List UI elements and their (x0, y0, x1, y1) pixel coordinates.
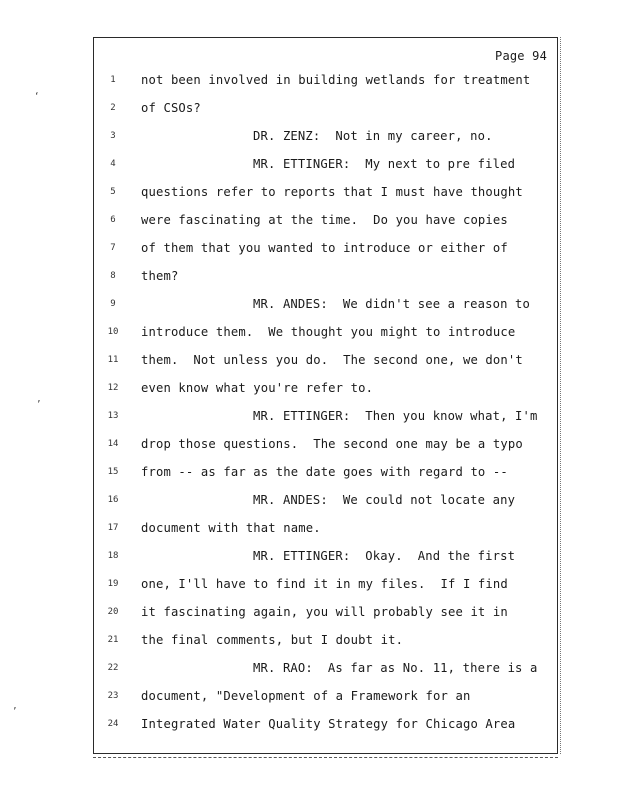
transcript-line (94, 126, 557, 146)
transcript-line (94, 406, 557, 426)
line-text: Integrated Water Quality Strategy for Chicago Area (141, 717, 516, 731)
line-number: 3 (110, 131, 116, 141)
transcript-line (94, 546, 557, 566)
line-number: 19 (107, 579, 119, 589)
line-number: 8 (110, 271, 116, 281)
transcript-line (94, 714, 557, 734)
line-number: 10 (107, 327, 119, 337)
transcript-line (94, 294, 557, 314)
transcript-line (94, 490, 557, 510)
line-text: document, "Development of a Framework for an (141, 689, 471, 703)
line-text: MR. RAO: As far as No. 11, there is a (253, 661, 538, 675)
line-text: it fascinating again, you will probably see it in (141, 605, 508, 619)
transcript-line (94, 238, 557, 258)
line-text: of them that you wanted to introduce or either of (141, 241, 508, 255)
line-text: from -- as far as the date goes with regard to -- (141, 465, 508, 479)
line-number: 7 (110, 243, 116, 253)
margin-mark: ‘ (34, 92, 40, 102)
transcript-line (94, 630, 557, 650)
line-text: one, I'll have to find it in my files. If I find (141, 577, 508, 591)
line-text: even know what you're refer to. (141, 381, 374, 395)
transcript-line (94, 658, 557, 678)
line-text: MR. ANDES: We could not locate any (253, 493, 516, 507)
line-text: the final comments, but I doubt it. (141, 633, 404, 647)
line-text: document with that name. (141, 521, 321, 535)
transcript-line (94, 322, 557, 342)
line-number: 6 (110, 215, 116, 225)
line-number: 9 (110, 299, 116, 309)
line-number: 14 (107, 439, 119, 449)
line-number: 21 (107, 635, 119, 645)
line-text: MR. ANDES: We didn't see a reason to (253, 297, 531, 311)
transcript-line (94, 518, 557, 538)
transcript-line (94, 154, 557, 174)
transcript-line (94, 434, 557, 454)
line-text: them? (141, 269, 179, 283)
line-number: 15 (107, 467, 119, 477)
margin-mark: ’ (12, 707, 18, 717)
line-number: 17 (107, 523, 119, 533)
line-text: MR. ETTINGER: Then you know what, I'm (253, 409, 538, 423)
line-number: 16 (107, 495, 119, 505)
transcript-line (94, 182, 557, 202)
line-text: drop those questions. The second one may be a typo (141, 437, 523, 451)
line-number: 11 (107, 355, 119, 365)
scan-edge (560, 37, 562, 754)
line-text: introduce them. We thought you might to introduce (141, 325, 516, 339)
margin-mark: ’ (36, 400, 42, 410)
line-text: not been involved in building wetlands for treatment (141, 73, 531, 87)
transcript-page (93, 37, 558, 754)
line-text: were fascinating at the time. Do you have copies (141, 213, 508, 227)
line-number: 22 (107, 663, 119, 673)
bottom-rule (93, 757, 558, 758)
page-number: Page 94 (495, 49, 547, 63)
transcript-line (94, 266, 557, 286)
line-number: 12 (107, 383, 119, 393)
transcript-line (94, 70, 557, 90)
transcript-line (94, 350, 557, 370)
transcript-line (94, 602, 557, 622)
transcript-line (94, 378, 557, 398)
line-number: 13 (107, 411, 119, 421)
transcript-line (94, 686, 557, 706)
line-number: 4 (110, 159, 116, 169)
line-number: 24 (107, 719, 119, 729)
line-text: MR. ETTINGER: My next to pre filed (253, 157, 516, 171)
line-number: 5 (110, 187, 116, 197)
transcript-line (94, 210, 557, 230)
line-text: questions refer to reports that I must have thought (141, 185, 523, 199)
transcript-line (94, 462, 557, 482)
line-text: DR. ZENZ: Not in my career, no. (253, 129, 493, 143)
line-number: 1 (110, 75, 116, 85)
transcript-line (94, 98, 557, 118)
line-text: MR. ETTINGER: Okay. And the first (253, 549, 516, 563)
line-text: them. Not unless you do. The second one, we don't (141, 353, 523, 367)
transcript-line (94, 574, 557, 594)
line-number: 23 (107, 691, 119, 701)
line-number: 20 (107, 607, 119, 617)
line-number: 2 (110, 103, 116, 113)
line-number: 18 (107, 551, 119, 561)
line-text: of CSOs? (141, 101, 201, 115)
